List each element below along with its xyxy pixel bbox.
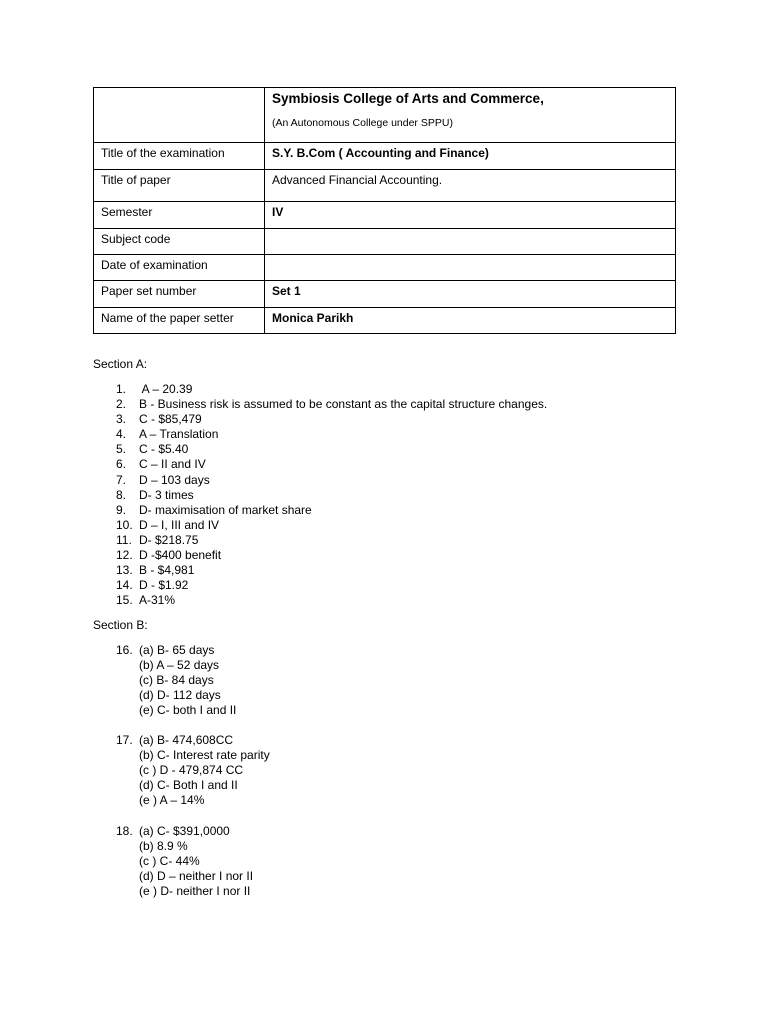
question-row: 18. (a) C- $391,0000 bbox=[116, 824, 230, 838]
question-part: (d) D- 112 days bbox=[139, 688, 221, 702]
section-b-title: Section B: bbox=[93, 618, 148, 632]
semester-value: IV bbox=[265, 202, 676, 229]
exam-date-value bbox=[265, 255, 676, 281]
question-part: (b) A – 52 days bbox=[139, 658, 220, 672]
list-item: 14. D - $1.92 bbox=[116, 578, 189, 593]
subject-code-row bbox=[94, 229, 676, 255]
question-part: (b) 8.9 % bbox=[139, 839, 188, 853]
question-part: (c ) C- 44% bbox=[139, 854, 200, 868]
paper-title-value: Advanced Financial Accounting. bbox=[265, 170, 676, 202]
question-part: (e ) D- neither I nor II bbox=[139, 884, 251, 898]
question-part: (b) C- Interest rate parity bbox=[139, 748, 270, 762]
question-part: (c) B- 84 days bbox=[139, 673, 214, 687]
question-row: 16. (a) B- 65 days bbox=[116, 643, 215, 657]
exam-info-table bbox=[93, 87, 676, 334]
list-item: 12. D -$400 benefit bbox=[116, 548, 222, 563]
college-cell bbox=[265, 88, 676, 143]
row-label: Title of paper bbox=[94, 170, 265, 202]
row-label: Subject code bbox=[94, 229, 265, 255]
paper-title-row bbox=[94, 170, 676, 202]
list-item: 9. D- maximisation of market share bbox=[116, 502, 312, 517]
list-item: 2. B - Business risk is assumed to be constant as the capital structure changes. bbox=[116, 397, 548, 412]
section-a-title: Section A: bbox=[93, 357, 148, 371]
paper-set-row bbox=[94, 281, 676, 308]
question-part: (d) C- Both I and II bbox=[139, 778, 238, 792]
list-item: 15. A-31% bbox=[116, 593, 176, 608]
section-a-answer-list bbox=[116, 382, 547, 608]
question-row: 17. (a) B- 474,608CC bbox=[116, 733, 234, 747]
list-item: 11. D- $218.75 bbox=[116, 532, 199, 547]
list-item: 13. B - $4,981 bbox=[116, 563, 195, 578]
row-label: Paper set number bbox=[94, 281, 265, 308]
list-item: 3. C - $85,479 bbox=[116, 412, 202, 427]
exam-title-row bbox=[94, 143, 676, 170]
subject-code-value bbox=[265, 229, 676, 255]
paper-setter-value: Monica Parikh bbox=[265, 308, 676, 334]
list-item: 1. A – 20.39 bbox=[116, 382, 193, 396]
question-part: (e ) A – 14% bbox=[139, 793, 205, 807]
list-item: 10. D – I, III and IV bbox=[116, 517, 220, 532]
paper-setter-row bbox=[94, 308, 676, 334]
list-item: 8. D- 3 times bbox=[116, 487, 194, 502]
semester-row bbox=[94, 202, 676, 229]
exam-date-row bbox=[94, 255, 676, 281]
college-name: Symbiosis College of Arts and Commerce, bbox=[272, 91, 544, 106]
row-label: Date of examination bbox=[94, 255, 265, 281]
college-label-cell bbox=[94, 88, 265, 143]
college-row bbox=[94, 88, 676, 143]
question-part: (d) D – neither I nor II bbox=[139, 869, 254, 883]
list-item: 7. D – 103 days bbox=[116, 472, 210, 487]
row-label: Title of the examination bbox=[94, 143, 265, 170]
question-part: (e) C- both I and II bbox=[139, 703, 237, 717]
college-subtitle: (An Autonomous College under SPPU) bbox=[272, 117, 453, 129]
exam-title-value: S.Y. B.Com ( Accounting and Finance) bbox=[265, 143, 676, 170]
paper-set-value: Set 1 bbox=[265, 281, 676, 308]
list-item: 6. C – II and IV bbox=[116, 457, 206, 472]
question-18-block bbox=[116, 824, 253, 899]
row-label: Name of the paper setter bbox=[94, 308, 265, 334]
question-part: (c ) D - 479,874 CC bbox=[139, 763, 244, 777]
question-16-block bbox=[116, 643, 236, 718]
list-item: 4. A – Translation bbox=[116, 427, 219, 442]
list-item: 5. C - $5.40 bbox=[116, 442, 189, 457]
question-17-block bbox=[116, 733, 270, 808]
row-label: Semester bbox=[94, 202, 265, 229]
